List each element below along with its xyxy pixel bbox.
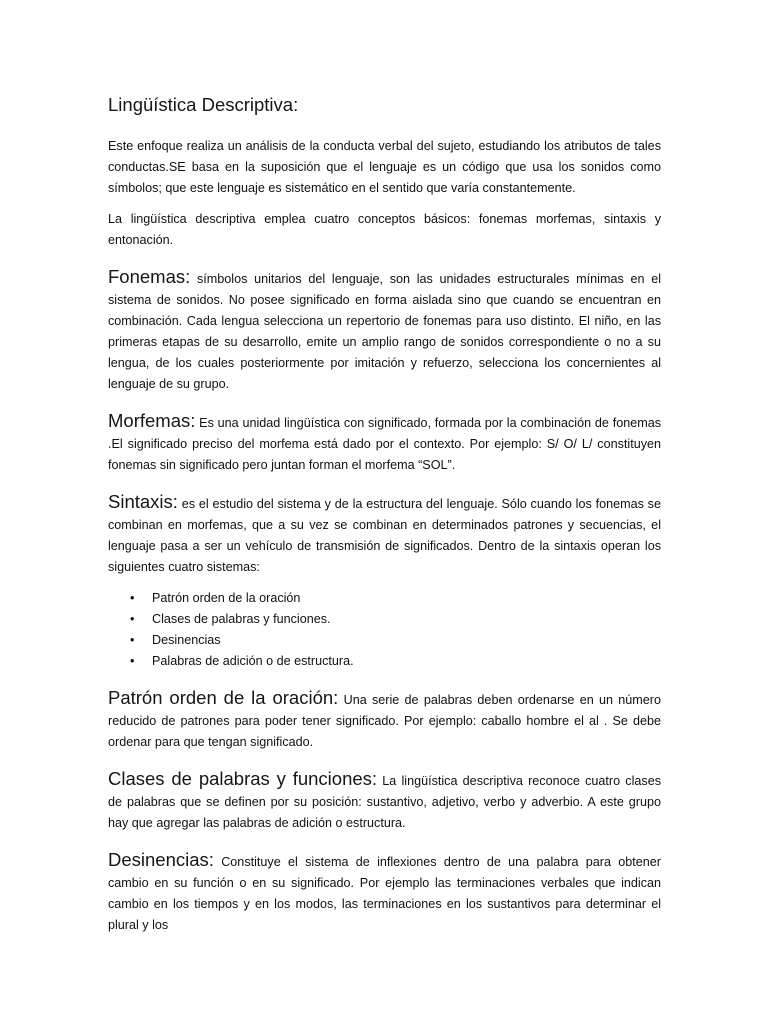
bullet-item bbox=[130, 588, 661, 609]
section-text-patron: Una serie de palabras deben ordenarse en un número reducido de patrones para poder tener significado. Por ejemplo: caballo hombre el al . Se debe ordenar para que tengan significado. bbox=[108, 693, 661, 749]
section-clases-paragraph bbox=[108, 767, 661, 834]
section-text-clases: La lingüística descriptiva reconoce cuatro clases de palabras que se definen por su posición: sustantivo, adjetivo, verbo y adverbio. A este grupo hay que agregar las palabras de adición o estructura. bbox=[108, 774, 661, 830]
bullet-dot: • bbox=[130, 612, 135, 626]
section-morfemas bbox=[108, 409, 661, 476]
section-text-sintaxis: es el estudio del sistema y de la estructura del lenguaje. Sólo cuando los fonemas se combinan en morfemas, que a su vez se combinan en determinados patrones y secuencias, el lenguaje pasa a ser un vehículo de transmisión de significados. Dentro de la sintaxis operan los siguientes cuatro sistemas: bbox=[108, 497, 661, 574]
section-desinencias-paragraph bbox=[108, 848, 661, 936]
section-heading-clases: Clases de palabras y funciones: bbox=[108, 768, 378, 789]
section-heading-patron: Patrón orden de la oración: bbox=[108, 687, 339, 708]
document-page bbox=[108, 92, 661, 950]
section-morfemas-paragraph bbox=[108, 409, 661, 476]
section-text-morfemas: Es una unidad lingüística con significado, formada por la combinación de fonemas .El significado preciso del morfema está dado por el contexto. Por ejemplo: S/ O/ L/ constituyen fonemas sin significado pero juntan forman el morfema “SOL”. bbox=[108, 416, 661, 472]
section-clases bbox=[108, 767, 661, 834]
bullet-text: Palabras de adición o de estructura. bbox=[152, 654, 354, 668]
section-sintaxis-paragraph bbox=[108, 490, 661, 578]
intro-paragraph-1: Este enfoque realiza un análisis de la conducta verbal del sujeto, estudiando los atributos de tales conductas.SE basa en la suposición que el lenguaje es un código que usa los sonidos como símbolos; que este lenguaje es sistemático en el sentido que varía constantemente. bbox=[108, 139, 661, 195]
section-patron bbox=[108, 686, 661, 753]
intro-paragraph-2: La lingüística descriptiva emplea cuatro conceptos básicos: fonemas morfemas, sintaxis y entonación. bbox=[108, 212, 661, 247]
sintaxis-bullet-list bbox=[108, 588, 661, 672]
bullet-dot: • bbox=[130, 591, 135, 605]
section-heading-desinencias: Desinencias: bbox=[108, 849, 214, 870]
bullet-text: Clases de palabras y funciones. bbox=[152, 612, 331, 626]
section-sintaxis bbox=[108, 490, 661, 672]
section-fonemas bbox=[108, 265, 661, 395]
section-patron-paragraph bbox=[108, 686, 661, 753]
section-fonemas-paragraph bbox=[108, 265, 661, 395]
section-heading-fonemas: Fonemas: bbox=[108, 266, 191, 287]
bullet-dot: • bbox=[130, 633, 135, 647]
bullet-item bbox=[130, 651, 661, 672]
section-heading-morfemas: Morfemas: bbox=[108, 410, 196, 431]
section-text-desinencias: Constituye el sistema de inflexiones dentro de una palabra para obtener cambio en su función o en su significado. Por ejemplo las terminaciones verbales que indican cambio en los tiempos y en los modos, las terminaciones en los sustantivos para determinar el plural y los bbox=[108, 855, 661, 932]
bullet-text: Patrón orden de la oración bbox=[152, 591, 301, 605]
section-heading-sintaxis: Sintaxis: bbox=[108, 491, 178, 512]
section-text-fonemas: símbolos unitarios del lenguaje, son las unidades estructurales mínimas en el sistema de sonidos. No posee significado en forma aislada sino que cuando se encuentran en combinación. Cada lengua selecciona un repertorio de fonemas para uso distinto. El niño, en las primeras etapas de su desarrollo, emite un amplio rango de sonidos correspondiente o no a su lengua, de los cuales posteriormente por imitación y refuerzo, selecciona los concernientes al lenguaje de su grupo. bbox=[108, 272, 661, 391]
bullet-item bbox=[130, 630, 661, 651]
document-title: Lingüística Descriptiva: bbox=[108, 94, 299, 115]
bullet-dot: • bbox=[130, 654, 135, 668]
section-desinencias bbox=[108, 848, 661, 936]
bullet-item bbox=[130, 609, 661, 630]
bullet-text: Desinencias bbox=[152, 633, 221, 647]
